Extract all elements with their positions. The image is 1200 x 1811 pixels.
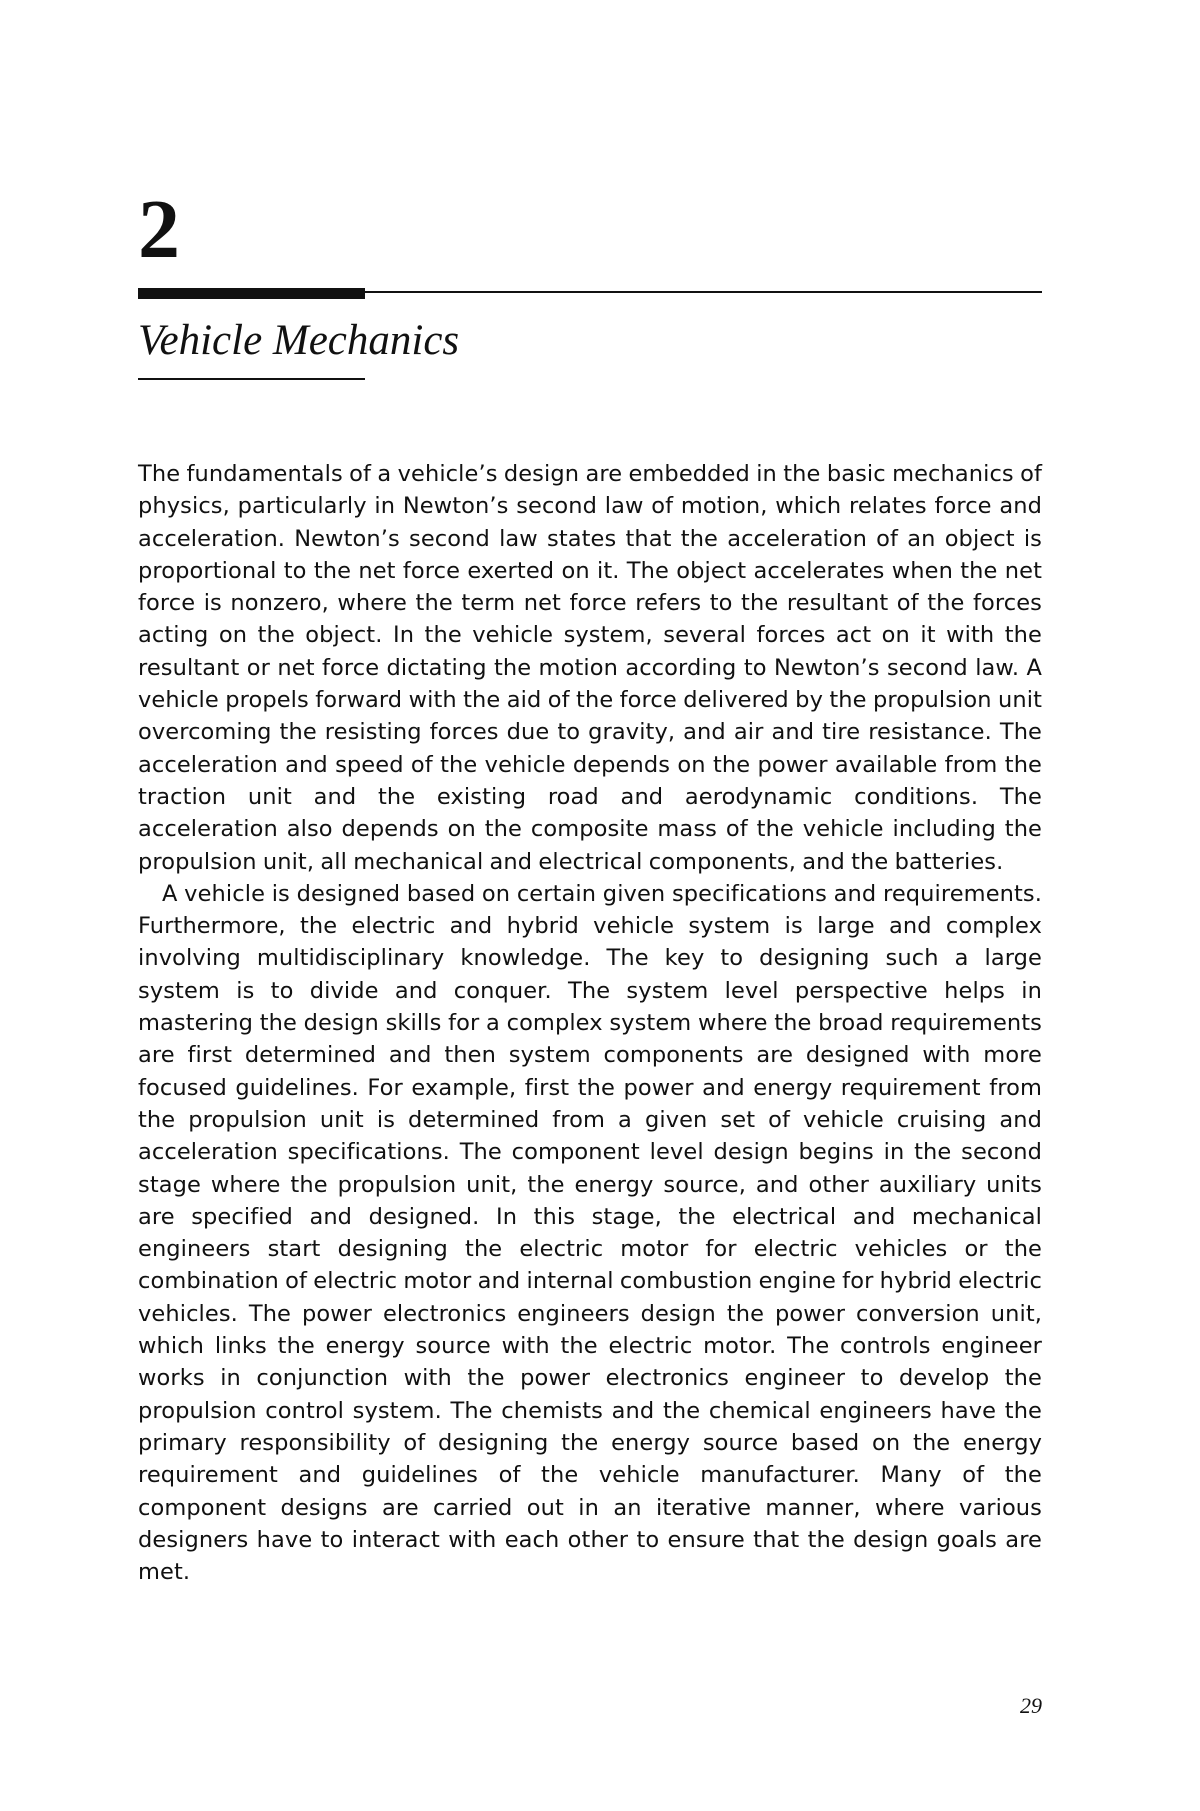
paragraph-2: A vehicle is designed based on certain given specifications and requirements. Furthermore, the electric and hybrid vehicle system is large and complex involving multidisciplinary knowledge. The key to designing such a large system is to divide and conquer. The system level perspective helps in mastering the design skills for a complex system where the broad requirements are first determined and then system components are designed with more focused guidelines. For example, first the power and energy requirement from the propulsion unit is determined from a given set of vehicle cruising and acceleration specifications. The component level design begins in the second stage where the propulsion unit, the energy source, and other auxiliary units are specified and designed. In this stage, the electrical and mechanical engineers start designing the electric motor for electric vehicles or the combination of electric motor and internal combustion engine for hybrid electric vehicles. The power electronics engineers design the power conversion unit, which links the energy source with the electric motor. The controls engineer works in conjunction with the power electronics engineer to develop the propulsion control system. The chemists and the chemical engineers have the primary responsibility of designing the energy source based on the energy requirement and guidelines of the vehicle manufacturer. Many of the component designs are carried out in an iterative manner, where various designers have to interact with each other to ensure that the design goals are met. (138, 880, 1042, 1586)
chapter-title: Vehicle Mechanics (138, 317, 460, 364)
page-number: 29 (1020, 1693, 1042, 1718)
chapter-rule-accent (138, 288, 365, 299)
chapter-number: 2 (138, 183, 180, 276)
body-text (138, 458, 1042, 1588)
title-underline (138, 378, 365, 380)
paragraph-1: The fundamentals of a vehicle’s design are embedded in the basic mechanics of physics, particularly in Newton’s second law of motion, which relates force and acceleration. Newton’s second law states that the acceleration of an object is proportional to the net force exerted on it. The object accelerates when the net force is nonzero, where the term net force refers to the resultant of the forces acting on the object. In the vehicle system, several forces act on it with the resultant or net force dictating the motion according to Newton’s second law. A vehicle propels forward with the aid of the force delivered by the propulsion unit overcoming the resisting forces due to gravity, and air and tire resistance. The acceleration and speed of the vehicle depends on the power available from the traction unit and the existing road and aerodynamic conditions. The acceleration also depends on the composite mass of the vehicle including the propulsion unit, all mechanical and electrical components, and the batteries. (138, 461, 1042, 875)
